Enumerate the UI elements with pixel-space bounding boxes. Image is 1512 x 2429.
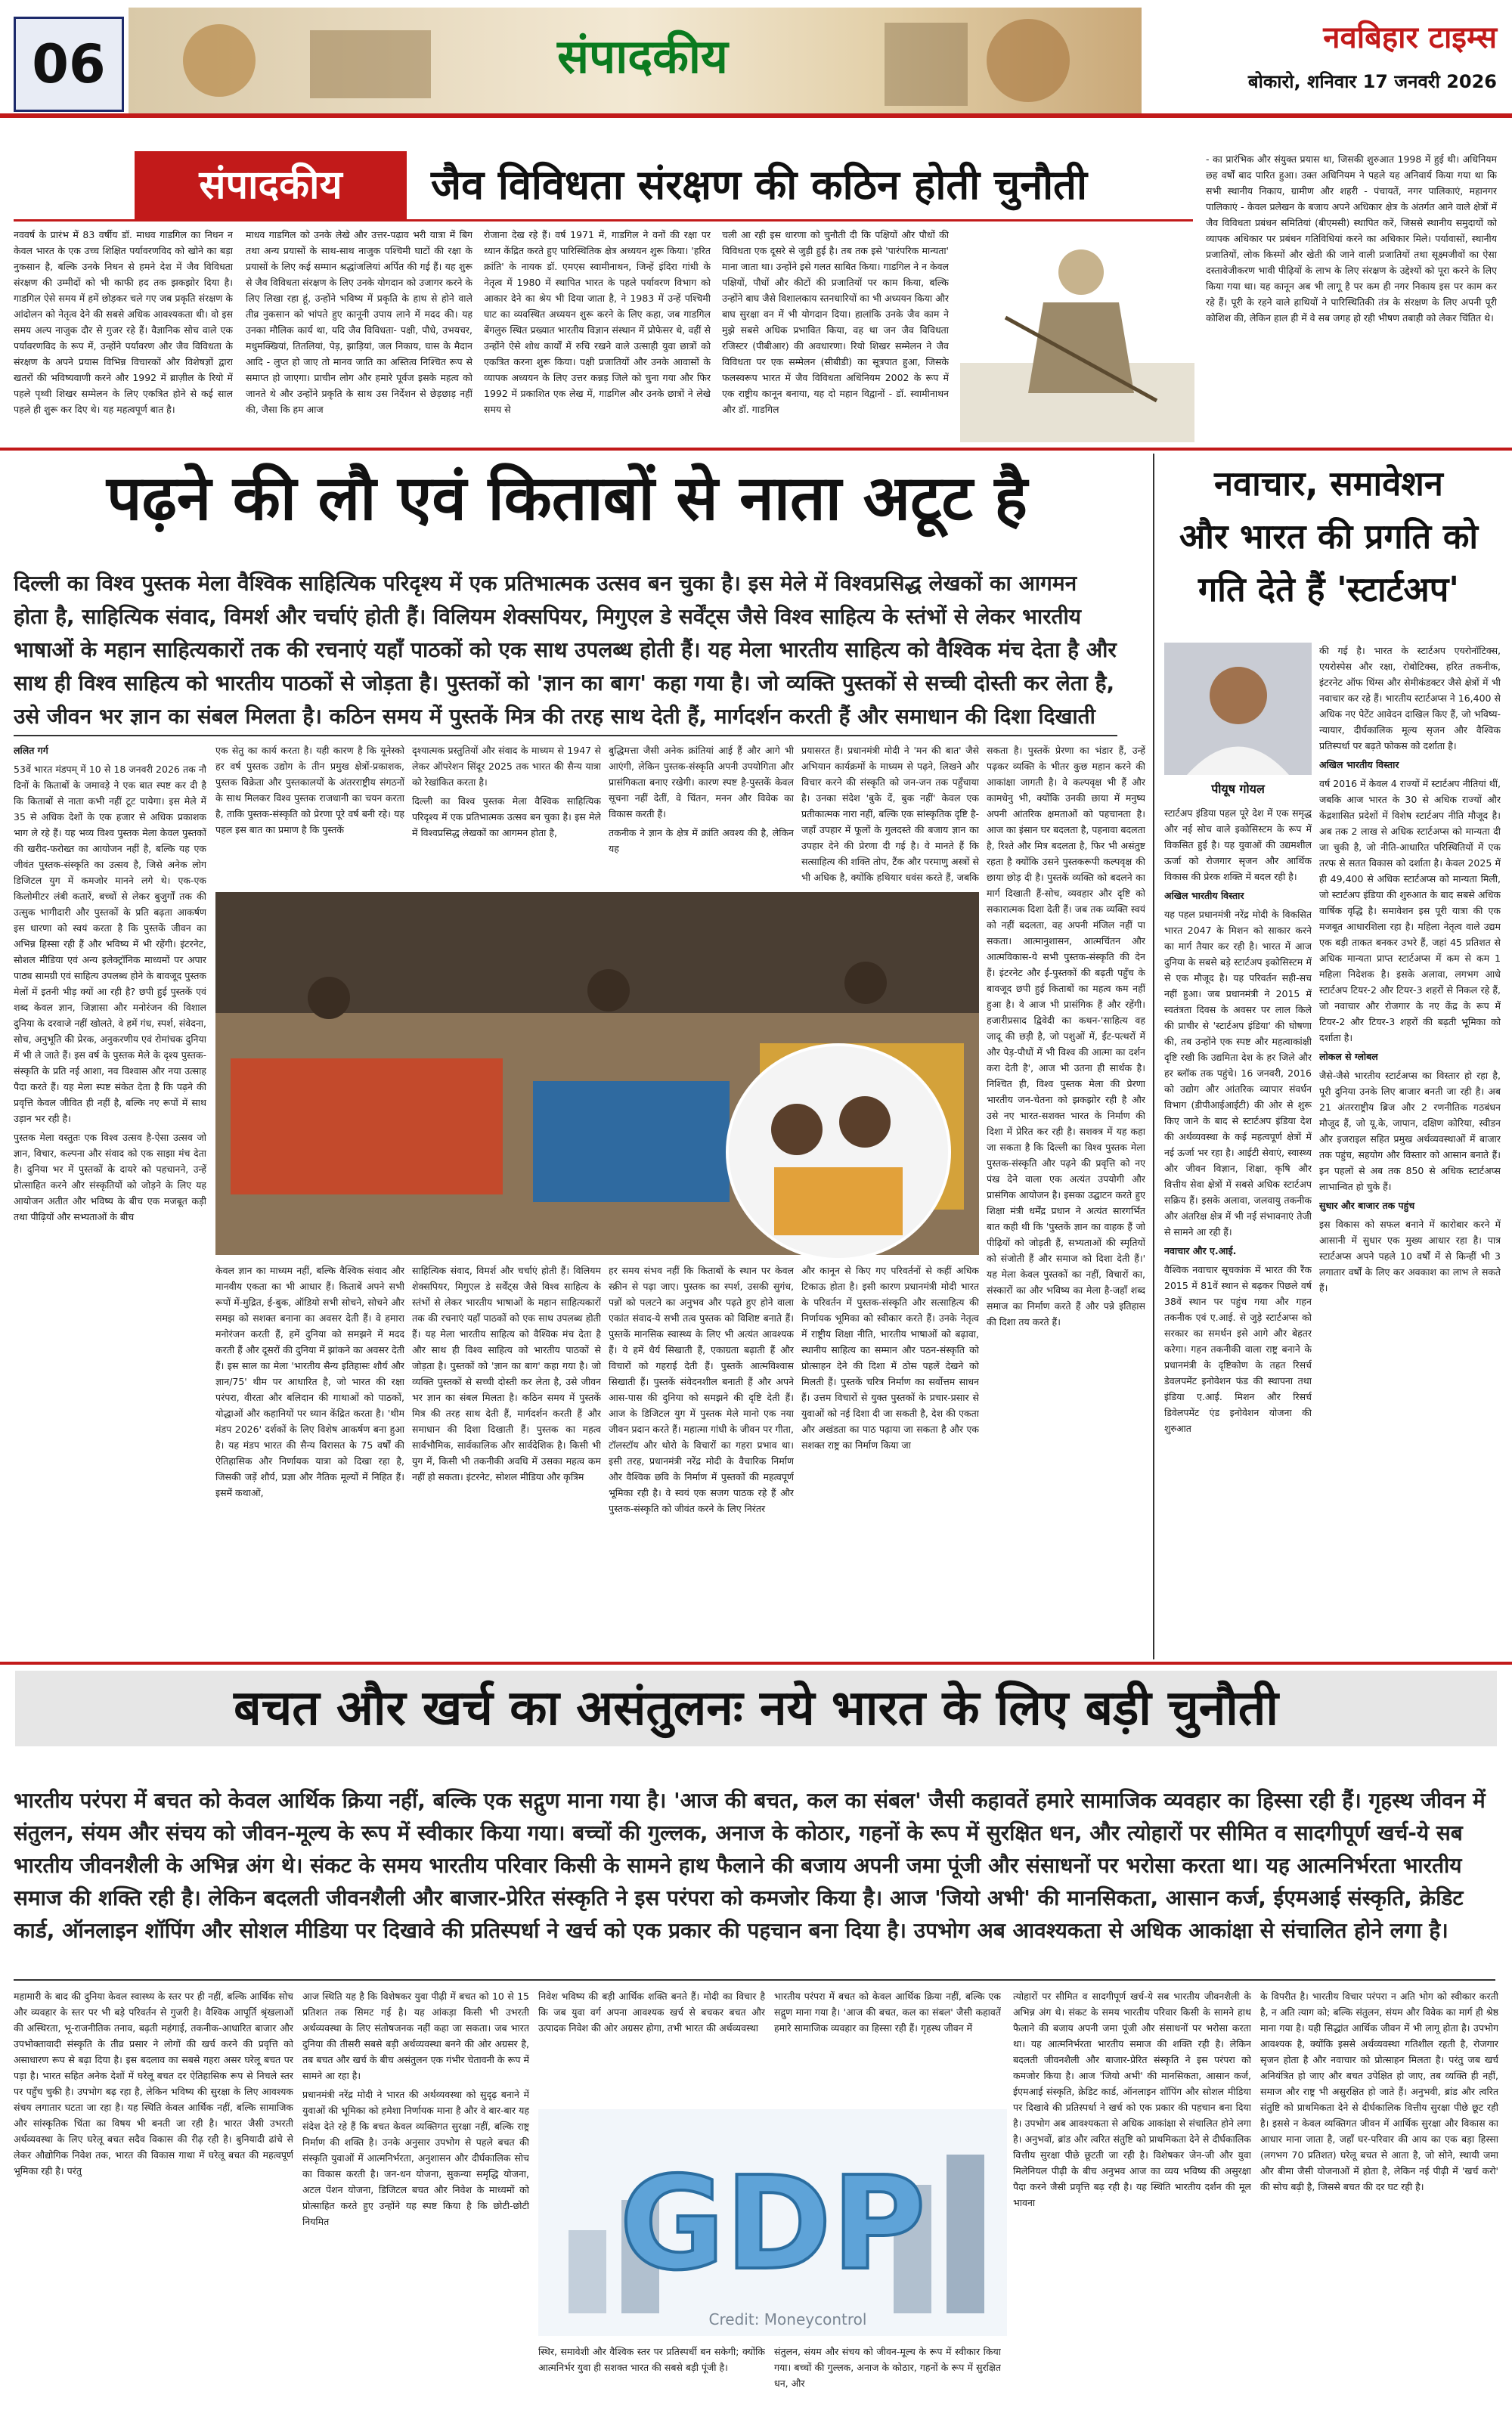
author-portrait [1164,643,1312,775]
feature-byline: ललित गर्ग [14,745,48,756]
second-column-1: महामारी के बाद की दुनिया केवल स्वास्थ्य के स्तर पर ही नहीं, बल्कि आर्थिक सोच और व्यवहार के स्तर पर भी बड़े परिवर्तन से गुजरी है। वैश्विक आपूर्ति श्रृंखलाओं की अस्थिरता, भू-राजनीतिक तनाव, बढ़ती महंगाई, तकनीक-आधारित बाजार और उपभोक्तावादी संस्कृति के तीव्र प्रसार ने लोगों की खर्च करने की प्रवृत्ति को असाधारण रूप से बढ़ा दिया है। इस बदलाव का सबसे गहरा असर घरेलू बचत पर पड़ा है। भारत सहित अनेक देशों में घरेलू बचत दर ऐतिहासिक रूप से निचले स्तर पर पहुँच चुकी है। उपभोग बढ़ रहा है, लेकिन भविष्य की सुरक्षा के लिए आवश्यक संचय लगातार घटता जा रहा है। यह स्थिति केवल आर्थिक नहीं, बल्कि सामाजिक और सांस्कृतिक चिंता का विषय भी बनती जा रही है। भारत जैसी उभरती अर्थव्यवस्था के लिए घरेलू बचत सदैव विकास की रीढ़ रही है। बुनियादी ढांचे से लेकर औद्योगिक निवेश तक, भारत की विकास गाथा में घरेलू बचत की महत्वपूर्ण भूमिका रही है। परंतु [14,1991,293,2176]
book-stack-center [533,1081,730,1202]
second-intro: भारतीय परंपरा में बचत को केवल आर्थिक क्रिया नहीं, बल्कि एक सद्गुण माना गया है। 'आज की बचत, कल का संबल' जैसी कहावतें हमारे सामाजिक व्यवहार का हिस्सा रही हैं। गृहस्थ जीवन में संतुलन, संयम और संचय को जीवन-मूल्य के रूप में स्वीकार किया गया। बच्चों की गुल्लक, अनाज के कोठार, गहनों के रूप में सुरक्षित धन, और त्योहारों पर सीमित व सादगीपूर्ण खर्च-ये सब भारतीय जीवनशैली के अभिन्न अंग थे। संकट के समय भारतीय परिवार किसी के सामने हाथ फैलाने की बजाय अपनी जमा पूंजी और संसाधनों पर भरोसा करता था। यह आत्मनिर्भरता भारतीय समाज की शक्ति रही है। लेकिन बदलती जीवनशैली और बाजार-प्रेरित संस्कृति ने इस परंपरा को कमजोर किया है। आज 'जियो अभी' की मानसिकता, आसान कर्ज, ईएमआई संस्कृति, क्रेडिट कार्ड, ऑनलाइन शॉपिंग और सोशल मीडिया पर दिखावे की प्रतिस्पर्धा ने खर्च को एक प्रकार की पहचान बना दिया है। उपभोग अब आवश्यकता से अधिक आकांक्षा से संचालित होने लगा है। [14,1788,1486,1943]
sidebar-right-text-1: की गई है। भारत के स्टार्टअप एयरोनॉटिक्स, एयरोस्पेस और रक्षा, रोबोटिक्स, हरित तकनीक, इंटरनेट ऑफ थिंग्स और सेमीकंडक्टर जैसे क्षेत्रों में भी नवाचार कर रहे हैं। भारतीय स्टार्टअप्स ने 16,400 से अधिक नए पेटेंट आवेदन दाखिल किए हैं, जो भविष्य-न्यायार, दीर्घकालिक मूल्य सृजन और वैश्विक प्रतिस्पर्धा पर बढ़ते फोकस को दर्शाता है। [1319,645,1501,751]
gdp-bar-4 [947,2155,984,2313]
second-column-3-bottom: स्थिर, समावेशी और वैश्विक स्तर पर प्रतिस्पर्धी बन सकेगी; क्योंकि आत्मनिर्भर युवा ही सशक्त भारत की सबसे बड़ी पूंजी है। [538,2346,765,2373]
sidebar-subhead-1: अखिल भारतीय विस्तार [1319,759,1399,770]
sidebar-left-subhead-1: अखिल भारतीय विस्तार [1164,890,1244,901]
sidebar-left-text-2: यह पहल प्रधानमंत्री नरेंद्र मोदी के विकसित भारत 2047 के मिशन को साकार करने का मार्ग तैयार कर रही है। भारत में आज दुनिया के सबसे बड़े स्टार्टअप इकोसिस्टम में से एक मौजूद है। यह परिवर्तन सही-सच नहीं हुआ। जब प्रधानमंत्री ने 2015 में स्वतंत्रता दिवस के अवसर पर लाल किले की प्राचीर से 'स्टार्टअप इंडिया' की घोषणा की, तब उन्होंने एक स्पष्ट और महत्वाकांक्षी दृष्टि रखी कि उद्यमिता देश के हर जिले और हर ब्लॉक तक पहुंचे। 16 जनवरी, 2016 को उद्योग और आंतरिक व्यापार संवर्धन विभाग (डीपीआईआईटी) की ओर से शुरू किए जाने के बाद से स्टार्टअप इंडिया देश की अर्थव्यवस्था के कई महत्वपूर्ण क्षेत्रों में नई ऊर्जा भर रहा है। आईटी सेवाएं, स्वास्थ्य और जीवन विज्ञान, शिक्षा, कृषि और वित्तीय सेवा क्षेत्रों में सबसे अधिक स्टार्टअप सक्रिय हैं। इसके अलावा, जलवायु तकनीक और अंतरिक्ष क्षेत्र में भी नई संभावनाएं तेजी से सामने आ रही हैं। [1164,909,1312,1238]
editorial-illustration [960,227,1194,442]
feature-column-3-bottom: साहित्यिक संवाद, विमर्श और चर्चाएं होती हैं। विलियम शेक्सपियर, मिगुएल डे सर्वेंट्स जैसे विश्व साहित्य के स्तंभों से लेकर भारतीय भाषाओं के महान साहित्यकारों तक की रचनाएं यहाँ पाठकों को एक साथ उपलब्ध होती हैं। यह मेला भारतीय साहित्य को वैश्विक मंच देता है और साथ ही विश्व साहित्य को भारतीय पाठकों से जोड़ता है। पुस्तकों को 'ज्ञान का बाग' कहा गया है। जो व्यक्ति पुस्तकों से सच्ची दोस्ती कर लेता है, उसे जीवन भर ज्ञान का संबल मिलता है। कठिन समय में पुस्तकें मित्र की तरह साथ देती हैं, मार्गदर्शन करती हैं और समाधान की दिशा दिखाती हैं। पुस्तक का महत्व सार्वभौमिक, सार्वकालिक और सार्वदेशिक है। किसी भी युग में, किसी भी तकनीकी अवधि में उसका महत्व कम नहीं हो सकता। इंटरनेट, सोशल मीडिया और कृत्रिम [412,1265,601,1482]
feature-column-1 [14,742,206,1650]
sidebar-left-subhead-2: नवाचार और ए.आई. [1164,1245,1237,1256]
dateline: बोकारो, शनिवार 17 जनवरी 2026 [1247,71,1497,92]
feature-column-3-text: दृश्यात्मक प्रस्तुतियों और संवाद के माध्यम से 1947 से लेकर ऑपरेशन सिंदूर 2025 तक भारत की सैन्य यात्रा को रेखांकित करता है। [412,745,601,788]
sidebar-column-left [1164,805,1312,1656]
ornament-circle-right [987,19,1070,102]
second-headline: बचत और खर्च का असंतुलनः नये भारत के लिए बड़ी चुनौती [15,1671,1497,1746]
children-inset-photo [726,1043,951,1261]
visitor-2 [587,969,630,1012]
second-column-4-top: भारतीय परंपरा में बचत को केवल आर्थिक क्रिया नहीं, बल्कि एक सद्गुण माना गया है। 'आज की बचत, कल का संबल' जैसी कहावतें हमारे सामाजिक व्यवहार का हिस्सा रही हैं। गृहस्थ जीवन में [774,1991,1001,2034]
gdp-art [538,2109,1007,2336]
child-1 [771,1104,823,1155]
page-number: 06 [14,17,124,112]
editorial-bottom-rule [0,448,1512,451]
sidebar-subhead-3: सुधार और बाजार तक पहुंच [1319,1200,1415,1211]
feature-column-6: सकता है। पुस्तकें प्रेरणा का भंडार हैं, उन्हें पढ़कर व्यक्ति के भीतर कुछ महान करने की आकांक्षा जागती है। वे कल्पवृक्ष भी हैं और कामधेनु भी, क्योंकि उनकी छाया में मनुष्य अपनी आंतरिक क्षमताओं को पहचानता है। आज का इंसान घर बदलता है, पहनावा बदलता है, रिश्ते और मित्र बदलता है, फिर भी असंतुष्ट रहता है क्योंकि उसने पुस्तकरूपी कल्पवृक्ष की छाया छोड़ दी है। पुस्तकें व्यक्ति को बदलने का मार्ग दिखाती हैं-सोच, व्यवहार और दृष्टि को सकारात्मक दिशा देती हैं। जब तक व्यक्ति स्वयं को नहीं बदलता, वह अपनी मंजिल नहीं पा सकता। आत्मानुशासन, आत्मचिंतन और आत्मविकास-ये सभी पुस्तक-संस्कृति की देन हैं। इंटरनेट और ई-पुस्तकों की बढ़ती पहुँच के बावजूद छपी हुई किताबों का महत्व कम नहीं हुआ है। वे आज भी प्रासंगिक हैं और रहेंगी। हजारीप्रसाद द्विवेदी का कथन-'साहित्य वह जादू की छड़ी है, जो पशुओं में, ईंट-पत्थरों में और पेड़-पौधों में भी विश्व की आत्मा का दर्शन करा देती है', आज भी उतना ही सार्थक है। निश्चित ही, विश्व पुस्तक मेला की प्रेरणा भारतीय जन-चेतना को झकझोर रही है और उसे नए भारत-सशक्त भारत के निर्माण की दिशा में प्रेरित कर रही है। सशक्त्र में यह कहा जा सकता है कि दिल्ली का विश्व पुस्तक मेला पुस्तक-संस्कृति और पढ़ने की प्रवृत्ति को नए पंख देने वाला एक अत्यंत उपयोगी और प्रासंगिक आयोजन है। इसका उद्घाटन करते हुए शिक्षा मंत्री धर्मेंद्र प्रधान ने अत्यंत सारगर्भित बात कही थी कि 'पुस्तकें ज्ञान का वाहक हैं जो पीढ़ियों को जोड़ती हैं, सभ्यताओं की स्मृतियों को संजोती हैं और समाज को दिशा देती हैं।' यह मेला केवल पुस्तकों का नहीं, विचारों का, संस्कारों का और भविष्य का मेला है-जहाँ शब्द समाज का निर्माण करते हैं और पन्ने इतिहास की दिशा तय करते हैं। [987,745,1145,1328]
feature-column-3-top [412,742,601,886]
feature-column-1-text: 53वें भारत मंडपम् में 10 से 18 जनवरी 2026 तक नौ दिनों के किताबों के जमावड़े ने एक बात स्पष्ट कर दी है कि किताबों से नाता कभी नहीं टूट पायेगा। इस मेले में 35 से अधिक देशों के एक हजार से अधिक प्रकाशक भाग ले रहे हैं। यह भव्य विश्व पुस्तक मेला केवल पुस्तकों की खरीद-फरोख्त का आयोजन नहीं है, बल्कि यह एक जीवंत पुस्तक-संस्कृति का उत्सव है, जिसे अनेक लोग डिजिटल युग में कमजोर मानने लगे थे। एक-एक किलोमीटर लंबी कतारें, बच्चों से लेकर बुजुर्गों तक की उत्सुक भागीदारी और पुस्तकों के प्रति बढ़ता आकर्षण इस धारणा को स्वयं करता है कि पुस्तकें जीवन का अभिन्न हिस्सा रही हैं और भविष्य में भी रहेंगी। इंटरनेट, सोशल मीडिया एवं अन्य इलेक्ट्रॉनिक माध्यमों पर अपार पाठ्य सामग्री एवं साहित्य उपलब्ध होने के बावजूद पुस्तक मेलों में इतनी भीड़ क्यों आ रही है? छपी हुई पुस्तकें एवं शब्द केवल ज्ञान, जिज्ञासा और मनोरंजन की विशाल दुनिया के दरवाजे नहीं खोलते, वे हमें गंध, स्पर्श, संवेदना, सोच, अनुभूति की प्रेरक, अनुकरणीय एवं रोमांचक दुनिया में भी ले जाते हैं। इस वर्ष के पुस्तक मेले के दृश्य पुस्तक-संस्कृति के प्रति नई आशा, नव विश्वास और नया उत्साह पैदा करते हैं। यह मेला स्पष्ट संकेत देता है कि पढ़ने की प्रवृत्ति केवल जीवित ही नहीं है, बल्कि नए रूपों में साथ उड़ान भर रही है। [14,764,206,1124]
sidebar-right-text-3: जैसे-जैसे भारतीय स्टार्टअप्स का विस्तार हो रहा है, पूरी दुनिया उनके लिए बाजार बनती जा रही है। अब 21 अंतरराष्ट्रीय ब्रिज और 2 रणनीतिक गठबंधन मौजूद हैं, जो यू.के, जापान, दक्षिण कोरिया, स्वीडन और इजराइल सहित प्रमुख अर्थव्यवस्थाओं में बाजार तक पहुंच, सहयोग और विस्तार को आसान बनाते हैं। इन पहलों से अब तक 850 से अधिक स्टार्टअप्स लाभान्वित हो चुके हैं। [1319,1070,1501,1192]
editorial-column-3: रोजाना देख रहे हैं। वर्ष 1971 में, गाडगिल ने वनों की रक्षा पर ध्यान केंद्रित करते हुए पारिस्थितिक क्षेत्र अध्ययन शुरू किया। 'हरित क्रांति' के नायक डॉ. एमएस स्वामीनाथन, जिन्हें इंदिरा गांधी के नेतृत्व में 1980 में स्थापित भारत के पहले पर्यावरण विभाग को आकार देने का श्रेय भी दिया जाता है, ने 1983 में उन्हें पश्चिमी घाट का व्यवस्थित अध्ययन शुरू करने के लिए कहा, जब गाडगिल बेंगलुरु स्थित प्रख्यात भारतीय विज्ञान संस्थान में प्रोफेसर थे, वहीं से उन्होंने ऐसे शोध कार्यों में रुचि रखने वाले उत्साही युवा छात्रों को एकत्रित करना शुरू किया। पक्षी प्रजातियों और उनके आवासों के व्यापक अध्ययन के लिए उत्तर कन्नड़ जिले को चुना गया और फिर 1992 में प्रकाशित एक लेख में, गाडगिल और उनके छात्रों ने लेखे समय से [484,229,711,415]
second-column-4-bottom: संतुलन, संयम और संचय को जीवन-मूल्य के रूप में स्वीकार किया गया। बच्चों की गुल्लक, अनाज के कोठार, गहनों के रूप में सुरक्षित धन, और [774,2346,1001,2389]
visitor-3 [844,962,887,1004]
feature-column-4-bottom: हर समय संभव नहीं कि किताबों के स्थान पर केवल स्क्रीन से पढ़ा जाए। पुस्तक का स्पर्श, उसकी सुगंध, पन्नों को पलटने का अनुभव और पढ़ते हुए होने वाला एकांत संवाद-ये सभी तत्व पुस्तक को विशिष्ट बनाते हैं। पुस्तकें मानसिक स्वास्थ्य के लिए भी अत्यंत आवश्यक हैं। ये हमें धैर्य सिखाती हैं, एकाग्रता बढ़ाती हैं और विचारों को गहराई देती हैं। पुस्तकें आत्मविश्वास सिखाती हैं। पुस्तकें संवेदनशील बनाती हैं और अपने आस-पास की दुनिया को समझने की दृष्टि देती हैं। आज के डिजिटल युग में पुस्तक मेले मानो एक नया जीवन प्रदान करते हैं। महात्मा गांधी के जीवन पर गीता, टॉलस्टॉय और थोरो के विचारों का गहरा प्रभाव था। इसी तरह, प्रधानमंत्री नरेंद्र मोदी के वैचारिक निर्माण और वैश्विक छवि के निर्माण में पुस्तकों की महत्वपूर्ण भूमिका रही है। वे स्वयं एक सजग पाठक रहे हैं और पुस्तक-संस्कृति को जीवंत करने के लिए निरंतर [609,1265,794,1514]
newspaper-brand: नवबिहार टाइम्स [1323,20,1497,55]
feature-intro: दिल्ली का विश्व पुस्तक मेला वैश्विक साहित्यिक परिदृश्य में एक प्रतिभात्मक उत्सव बन चुका है। इस मेले में विश्वप्रसिद्ध लेखकों का आगमन होता है, साहित्यिक संवाद, विमर्श और चर्चाएं होती हैं। विलियम शेक्सपियर, मिगुएल डे सर्वेंट्स जैसे विश्व साहित्य के स्तंभों से लेकर भारतीय भाषाओं के महान साहित्यकारों तक की रचनाएं यहाँ पाठकों को एक साथ उपलब्ध होती हैं। यह मेला भारतीय साहित्य को वैश्विक मंच देता है और साथ ही विश्व साहित्य को भारतीय पाठकों से जोड़ता है। पुस्तकों को 'ज्ञान का बाग' कहा गया है। जो व्यक्ति पुस्तकों से सच्ची दोस्ती कर लेता है, उसे जीवन भर ज्ञान का संबल मिलता है। कठिन समय में पुस्तकें मित्र की तरह साथ देती हैं, मार्गदर्शन करती हैं और समाधान की दिशा दिखाती [14,571,1117,729]
section-title: संपादकीय [557,29,728,84]
fisherman-drawing [960,227,1194,442]
sidebar-headline-line-3: गति देते हैं 'स्टार्टअप' [1198,569,1460,609]
ornament-block-right [885,23,968,106]
gdp-watermark: Credit: Moneycontrol [708,2310,867,2328]
ornament-circle-left [183,24,256,97]
children-books [774,1167,903,1235]
visitor-1 [308,977,350,1019]
sidebar-right-text-4: इस विकास को सफल बनाने में कारोबार करने में आसानी में सुधार एक मुख्य आधार रहा है। पात्र स्टार्टअप्स अपने पहले 10 वर्षों में से किन्हीं भी 3 लगातार वर्षों के लिए कर अवकाश का लाभ ले सकते हैं। [1319,1219,1501,1294]
second-intro-rule [14,1979,1495,1981]
ornament-block [310,30,431,98]
feature-bottom-rule [0,1662,1512,1665]
second-column-6: के विपरीत है। भारतीय विचार परंपरा न अति भोग को स्वीकार करती है, न अति त्याग को; बल्कि संतुलन, संयम और विवेक का मार्ग ही श्रेष्ठ माना गया है। यही सिद्धांत आर्थिक जीवन में भी लागू होता है। उपभोग आवश्यक है, क्योंकि इससे अर्थव्यवस्था गतिशील रहती है, रोजगार सृजन होता है और नवाचार को प्रोत्साहन मिलता है। परंतु जब खर्च अनियंत्रित हो जाए और बचत उपेक्षित हो जाए, तब व्यक्ति ही नहीं, समाज और राष्ट्र भी असुरक्षित हो जाते हैं। अनुभवी, ब्रांड और त्वरित संतुष्टि को प्राथमिकता देने से दीर्घकालिक वित्तीय सुरक्षा पीछे छूट रही है। इससे न केवल व्यक्तिगत जीवन में आर्थिक सुरक्षा और विकास का आधार माना जाता है, जहाँ घर-परिवार की आय का एक बड़ा हिस्सा (लगभग 70 प्रतिशत) घरेलू बचत से आता है, जो सोने, स्थायी जमा और बीमा जैसी योजनाओं में होता है, लेकिन नई पीढ़ी में 'खर्च करो' की सोच बढ़ी है, जिससे बचत की दर घट रही है। [1260,1991,1498,2192]
feature-headline: पढ़ने की लौ एवं किताबों से नाता अटूट है [107,463,1027,534]
editorial-rule [14,219,1193,222]
sidebar-right-text-2: वर्ष 2016 में केवल 4 राज्यों में स्टार्टअप नीतियां थीं, जबकि आज भारत के 30 से अधिक राज्यों और केंद्रशासित प्रदेशों में विशेष स्टार्टअप नीति मौजूद है। अब तक 2 लाख से अधिक स्टार्टअप्स को मान्यता दी जा चुकी है, जो नीति-आधारित परिस्थितियों में एक तरफ से सतत विकास को दर्शाता है। केवल 2025 में ही 49,400 से अधिक स्टार्टअप्स को मान्यता मिली, जो स्टार्टअप इंडिया की शुरुआत के बाद सबसे अधिक वार्षिक वृद्धि है। समावेशन इस पूरी यात्रा की एक मजबूत आधारशिला रहा है। महिला नेतृत्व वाले उद्यम एक बड़ी ताकत बनकर उभरे हैं, जहां 45 प्रतिशत से अधिक मान्यता प्राप्त स्टार्टअप्स में कम से कम 1 महिला निदेशक है। इसके अलावा, लगभग आधे स्टार्टअप टियर-2 और टियर-3 शहरों से निकल रहे हैं, जो नवाचार और रोजगार के नए केंद्र के रूप में टियर-2 और टियर-3 शहरों की बढ़ती भूमिका को दर्शाता है। [1319,778,1501,1043]
second-column-3-top: निवेश भविष्य की बड़ी आर्थिक शक्ति बनते हैं। मोदी का विचार है कि जब युवा वर्ग अपना आवश्यक खर्च से बचकर बचत और उत्पादक निवेश की ओर अग्रसर होगा, तभी भारत की अर्थव्यवस्था [538,1991,765,2034]
feature-column-5-bottom: और कानून से किए गए परिवर्तनों से कहीं अधिक टिकाऊ होता है। इसी कारण प्रधानमंत्री मोदी भारत के परिवर्तन में पुस्तक-संस्कृति और सत्साहित्य की निर्णायक भूमिका को स्वीकार करते हैं। उनके नेतृत्व में राष्ट्रीय शिक्षा नीति, भारतीय भाषाओं को बढ़ावा, स्थानीय साहित्य का सम्मान और पठन-संस्कृति को प्रोत्साहन देने की दिशा में ठोस पहलें देखने को मिलती हैं। पुस्तकें चरित्र निर्माण का सर्वोत्तम साधन हैं। उत्तम विचारों से युक्त पुस्तकों के प्रचार-प्रसार से युवाओं को नई दिशा दी जा सकती है, देश की एकता और अखंडता का पाठ पढ़ाया जा सकता है और एक सशक्त राष्ट्र का निर्माण किया जा [801,1265,979,1451]
gdp-label: GDP [619,2149,926,2299]
sidebar-headline [1160,457,1497,627]
feature-column-5-top: प्रयासरत हैं। प्रधानमंत्री मोदी ने 'मन की बात' जैसे अभियान कार्यक्रमों के माध्यम से पढ़ने, लिखने और विचार करने की संस्कृति को जन-जन तक पहुँचाया है। उनका संदेश 'बुके दें, बुक नहीं' केवल एक प्रतीकात्मक नारा नहीं, बल्कि एक सांस्कृतिक दृष्टि है-जहाँ उपहार में फूलों के गुलदस्ते की बजाय ज्ञान का उपहार देने की प्रेरणा दी गई है। वे मानते हैं कि सत्साहित्य की शक्ति तोप, टैंक और परमाणु अस्त्रों से भी अधिक है, क्योंकि हथियार धवंस करते हैं, जबकि [801,745,979,883]
sidebar-left-text-1: स्टार्टअप इंडिया पहल पूरे देश में एक समृद्ध और नई सोच वाले इकोसिस्टम के रूप में विकसित हुई है। यह युवाओं की उद्यमशील ऊर्जा को रोजगार सृजन और आर्थिक विकास की प्रेरक शक्ति में बदल रही है। [1164,807,1312,882]
editorial-column-4: चली आ रही इस धारणा को चुनौती दी कि पक्षियों और पौधों की विविधता एक दूसरे से जुड़ी हुई है। तब तक इसे 'पारंपरिक मान्यता' माना जाता था। उन्होंने इसे गलत साबित किया। गाडगिल ने न केवल पक्षियों, पौधों और कीटों की प्रजातियों पर काम किया, बल्कि उन्होंने बाघ जैसे विशालकाय स्तनधारियों का भी अध्ययन किया और बाघ सुरक्षा वन में भी योगदान दिया। हालांकि उनके जैव काम ने मुझे सबसे अधिक प्रभावित किया, वह था जन जैव विविधता रजिस्टर (पीबीआर) की अवधारणा। रियो शिखर सम्मेलन ने जैव विविधता पर एक सम्मेलन (सीबीडी) का सूत्रपात हुआ, जिसके फलस्वरूप भारत में जैव विविधता अधिनियम 2002 के रूप में एक राष्ट्रीय कानून बनाया, यह दो महान विद्वानों - डॉ. स्वामीनाथन और डॉ. गाडगिल [722,229,949,415]
gdp-graphic [538,2109,1007,2336]
sidebar-divider [1153,454,1154,1659]
feature-column-4-top [609,742,794,886]
editorial-tag: संपादकीय [135,151,407,219]
feature-column-2-top: एक सेतु का कार्य करता है। यही कारण है कि यूनेस्को हर वर्ष पुस्तक उद्योग के तीन प्रमुख क्षेत्रों-प्रकाशक, पुस्तक विक्रेता और पुस्तकालयों के अंतरराष्ट्रीय संगठनों के साथ मिलकर विश्व पुस्तक राजधानी का चयन करता है, ताकि पुस्तक-संस्कृति को प्रेरणा पूरे वर्ष बनी रहे। यह पहल इस बात का प्रमाण है कि पुस्तकें [215,745,404,835]
sidebar-author: पीयूष गोयल [1211,782,1265,796]
editorial-headline: जैव विविधता संरक्षण की कठिन होती चुनौती [431,161,1087,209]
feature-intro-rule [14,735,1117,736]
portrait-drawing [1164,643,1312,775]
portrait-face [1210,667,1267,724]
sidebar-subhead-2: लोकल से ग्लोबल [1319,1051,1378,1062]
feature-column-3b-text: दिल्ली का विश्व पुस्तक मेला वैश्विक साहित्यिक परिदृश्य में एक प्रतिभात्मक उत्सव बन चुका है। इस मेले में विश्वप्रसिद्ध लेखकों का आगमन होता है, [412,795,601,838]
gdp-bar-1 [569,2230,606,2313]
feature-column-2-bottom: केवल ज्ञान का माध्यम नहीं, बल्कि वैश्विक संवाद और मानवीय एकता का भी आधार हैं। किताबें अपने सभी रूपों में-मुद्रित, ई-बुक, ऑडियो सभी सोचने, सोचने और समझ को सशक्त बनाना का अवसर देती हैं। वे हमारा मनोरंजन करती हैं, हमें दुनिया को समझने में मदद करती हैं और दूसरों की दुनिया में झांकने का अवसर देती हैं। इस साल का मेला 'भारतीय सैन्य इतिहासः शौर्य और ज्ञान/75' थीम पर आधारित है, जो भारत की रक्षा परंपरा, वीरता और बलिदान की गाथाओं को पाठकों, योद्धाओं और कहानियों पर ध्यान केंद्रित करता है। 'थीम मंडप 2026' दर्शकों के लिए विशेष आकर्षण बना हुआ है। यह मंडप भारत की सैन्य विरासत के 75 वर्षों की ऐतिहासिक और निर्णायक यात्रा को दिखा रहा है, जिसकी जड़ें शौर्य, प्रज्ञा और नैतिक मूल्यों में निहित हैं। इसमें कथाओं, [215,1265,404,1498]
feature-column-4-text: बुद्धिमत्ता जैसी अनेक क्रांतियां आई हैं और आगे भी आएंगी, लेकिन पुस्तक-संस्कृति अपनी उपयोगिता और प्रासंगिकता बनाए रखेगी। कारण स्पष्ट है-पुस्तकें केवल सूचना नहीं देतीं, वे चिंतन, मनन और विवेक का विकास करती हैं। [609,745,794,819]
feature-column-4b-text: तकनीक ने ज्ञान के क्षेत्र में क्रांति अवश्य की है, लेकिन यह [609,827,794,854]
sidebar-column-right [1319,643,1501,1656]
second-column-5: त्योहारों पर सीमित व सादगीपूर्ण खर्च-ये सब भारतीय जीवनशैली के अभिन्न अंग थे। संकट के समय भारतीय परिवार किसी के सामने हाथ फैलाने की बजाय अपनी जमा पूंजी और संसाधनों पर भरोसा करता था। यह आत्मनिर्भरता भारतीय समाज की शक्ति रही है। लेकिन बदलती जीवनशैली और बाजार-प्रेरित संस्कृति ने इस परंपरा को कमजोर किया है। आज 'जियो अभी' की मानसिकता, आसान कर्ज, ईएमआई संस्कृति, क्रेडिट कार्ड, ऑनलाइन शॉपिंग और सोशल मीडिया पर दिखावे की प्रतिस्पर्धा ने खर्च को एक प्रकार की पहचान बना दिया है। उपभोग अब आवश्यकता से अधिक आकांक्षा से संचालित होने लगा है। अनुभवों, ब्रांड और त्वरित संतुष्टि को प्राथमिकता देने से दीर्घकालिक वित्तीय सुरक्षा पीछे छूटती जा रही है। विशेषकर जेन-जी और युवा मिलेनियल पीढ़ी के बीच अनुभव आज का व्यय भविष्य की असुरक्षा पैदा करने जैसी प्रवृत्ति बढ़ रही है। यह स्थिति भारतीय दर्शन की मूल भावना [1013,1991,1251,2208]
sidebar-left-text-3: वैश्विक नवाचार सूचकांक में भारत की रैंक 2015 में 81वें स्थान से बढ़कर पिछले वर्ष 38वें स्थान पर पहुंच गया और गहन तकनीक एवं ए.आई. से जुड़े स्टार्टअप्स को सरकार का समर्थन इसे आगे और बेहतर करेगा। गहन तकनीकी वाला राष्ट्र बनाने के प्रधानमंत्री के दृष्टिकोण के तहत रिसर्च डेवलपमेंट इनोवेशन फंड की स्थापना तथा इंडिया ए.आई. मिशन और रिसर्च डिवेलपमेंट एंड इनोवेशन योजना की शुरुआत [1164,1264,1312,1434]
child-2 [839,1096,891,1148]
second-column-2-text: आज स्थिति यह है कि विशेषकर युवा पीढ़ी में बचत को 10 से 15 प्रतिशत तक सिमट गई है। यह आंकड़ा किसी भी उभरती अर्थव्यवस्था के लिए संतोषजनक नहीं कहा जा सकता। जब भारत दुनिया की तीसरी सबसे बड़ी अर्थव्यवस्था बनने की ओर अग्रसर है, तब बचत और खर्च के बीच असंतुलन एक गंभीर चेतावनी के रूप में सामने आ रहा है। [302,1991,529,2081]
figure-head [1058,249,1104,295]
children-scene [729,1046,948,1258]
editorial-column-5: - का प्रारंभिक और संयुक्त प्रयास था, जिसकी शुरुआत 1998 में हुई थी। अधिनियम छह वर्षों बाद पारित हुआ। उक्त अधिनियम ने पहले यह अनिवार्य किया गया था कि सभी स्थानीय निकाय, ग्रामीण और शहरी - पंचायतें, नगर पालिकाएं, महानगर पालिकाएं - केवल प्रलेखन के बजाय अपने अधिकार क्षेत्र के अंतर्गत आने वाले क्षेत्रों में जैव विविधता प्रबंधन समितियां (बीएमसी) स्थापित करें, जिससे स्थानीय समुदायों को व्यापक अधिकार पर प्रबंधन गतिविधियां करने का अधिकार मिले। पर्यावासों, स्थानीय प्रजातियों, लोक किस्मों और खेती की जाने वाली प्रजातियों तथा सूक्ष्मजीवों का ऐसा दस्तावेजीकरण भावी पीढ़ियों के लाभ के लिए संरक्षण के उद्देश्यों को पूरा करने के लिए किया गया था। यह कानून अब भी लागू है पर कम ही नगर निकाय इस पर काम कर रहे हैं। पूरी के रहने वाले हाथियों ने पारिस्थितिकी तंत्र के संरक्षण के लिए अपनी पूरी कोशिश की, लेकिन हाल ही में वे सब जगह हो रही भीषण तबाही को लेकर चिंतित थे। [1206,153,1497,324]
editorial-column-2: माधव गाडगिल को उनके लेखे और उत्तर-पढ़ाव भरी यात्रा में बिग तथा अन्य प्रयासों के साथ-साथ नाजुक पश्चिमी घाटों की रक्षा के प्रयासों के लिए कई सम्मान श्रद्धांजलियां अर्पित की गई हैं। यह शुरू से जैव विविधता संरक्षण के लिए उनके योगदान को उजागर करने के लिए लिखा रहा हूं, उन्होंने भविष्य में प्रकृति के हाथ से होने वाले तीव्र नुकसान को भांपते हुए कानूनी उपाय लाने में मदद की। यह उनका मौलिक कार्य था, यदि जैव विविधता- पक्षी, पौधे, उभयचर, मधुमक्खियां, तितलियां, पेड़, झाड़ियां, जल निकाय, घास के मैदान आदि - लुप्त हो जाए तो मानव जाति का अस्तित्व निश्चित रूप से समाप्त हो जाएगा। प्राचीन लोग और हमारे पूर्वज इसके महत्व को जानते थे और उन्होंने प्रकृति के साथ उस निर्देशन से छेड़छाड़ नहीं की, जैसा कि हम आज [246,229,472,415]
editorial-column-1: नववर्ष के प्रारंभ में 83 वर्षीय डॉ. माधव गाडगिल का निधन न केवल भारत के एक उच्च शिक्षित पर्यावरणविद को खोने का बड़ा नुकसान है, बल्कि उनके निधन से हमने देश में जैव विविधता संरक्षण की उम्मीदों को भी काफी हद तक झकझोर दिया है। गाडगिल ऐसे समय में हमें छोड़कर चले गए जब प्रकृति संरक्षण के आंदोलन को नेतृत्व देने की सबसे अधिक आवश्यकता थी। वो इस समय अल्प नाजुक दौर से गुजर रहे हैं। वैज्ञानिक सोच वाले एक पर्यावरणविद के रूप में, उन्होंने पर्यावरण और जैव विविधता के संरक्षण के अपने प्रयास विभिन्न विचारकों और विशेषज्ञों द्वारा खतरों की भविष्यवाणी करने और 1992 में ब्राज़ील के रियो में पहले पृथ्वी शिखर सम्मेलन के लिए एकत्रित होने से कई साल पहले ही शुरू कर दिए थे। यह महत्वपूर्ण बात है। [14,229,233,415]
second-column-2b-text: प्रधानमंत्री नरेंद्र मोदी ने भारत की अर्थव्यवस्था को सुदृढ़ बनाने में युवाओं की भूमिका को हमेशा निर्णायक माना है और वे बार-बार यह संदेश देते रहे हैं कि बचत केवल व्यक्तिगत सुरक्षा नहीं, बल्कि राष्ट्र निर्माण की शक्ति है। उनके अनुसार उपभोग से पहले बचत की संस्कृति युवाओं में आत्मनिर्भरता, अनुशासन और दीर्घकालिक सोच का विकास करती है। जन-धन योजना, सुकन्या समृद्धि योजना, अटल पेंशन योजना, डिजिटल बचत और निवेश के माध्यमों को प्रोत्साहित करते हुए उन्होंने यह स्पष्ट किया है कि छोटी-छोटी नियमित [302,2089,529,2227]
sidebar-headline-line-1: नवाचार, समावेशन [1214,463,1443,503]
sidebar-headline-line-2: और भारत की प्रगति को [1179,516,1479,556]
second-column-2 [302,1988,529,2419]
book-stack-left [231,1058,503,1194]
feature-column-1b-text: पुस्तक मेला वस्तुतः एक विश्व उत्सव है-ऐसा उत्सव जो ज्ञान, विचार, कल्पना और संवाद को एक साझा मंच देता है। दुनिया भर में पुस्तकों के दायरे को पहचानने, उन्हें प्रोत्साहित करने और संस्कृतियों को जोड़ने के लिए यह आयोजन अतीत और भविष्य के बीच एक मजबूत कड़ी तथा पीढ़ियों और सभ्यताओं के बीच [14,1132,206,1222]
top-rule [0,113,1512,118]
